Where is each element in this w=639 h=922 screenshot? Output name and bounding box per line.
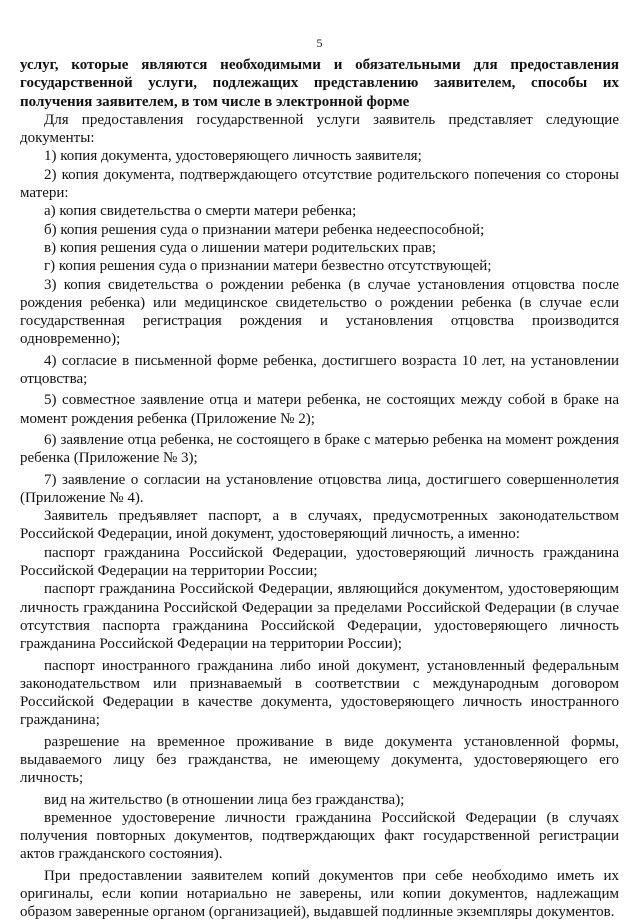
list-item-2: 2) копия документа, подтверждающего отсутствие родительского попечения со стороны матери: [20, 166, 619, 202]
list-item-1: 1) копия документа, удостоверяющего личность заявителя; [44, 148, 422, 165]
section-heading: услуг, которые являются необходимыми и обязательными для предоставления государственной услуги, подлежащих представлению заявителем, способы их получения заявителем, в том числе в электронной форме [20, 57, 619, 110]
list-item-4: 4) согласие в письменной форме ребенка, достигшего возраста 10 лет, на установлении отцовства; [20, 352, 619, 388]
identity-doc-3: паспорт иностранного гражданина либо иной документ, установленный федеральным законодательством или признаваемый в соответствии с международным договором Российской Федерации в качестве документа, удостоверяющего личность иностранного гражданина; [20, 657, 619, 729]
identity-doc-2: паспорт гражданина Российской Федерации, являющийся документом, удостоверяющим личность гражданина Российской Федерации за пределами Российской Федерации (в случае отсутствия паспорта гражданина Российской Федерации, удостоверяющего личность гражданина Российской Федерации на территории России); [20, 581, 619, 653]
paragraph-originals: При предоставлении заявителем копий документов при себе необходимо иметь их оригиналы, если копии нотариально не заверены, или копии документов, надлежащим образом заверенные органом (организацией), выдавшей подлинные экземпляры документов. [20, 867, 619, 921]
list-item-7: 7) заявление о согласии на установление отцовства лица, достигшего совершеннолетия (Приложение № 4). [20, 471, 619, 506]
identity-doc-4: разрешение на временное проживание в виде документа установленной формы, выдаваемого лицу без гражданства, не имеющему документа, удостоверяющего его личность; [20, 733, 619, 787]
list-item-2b: б) копия решения суда о признании матери ребенка недееспособной; [44, 221, 485, 238]
list-item-6: 6) заявление отца ребенка, не состоящего в браке с матерью ребенка на момент рождения ребенка (Приложение № 3); [20, 431, 619, 467]
identity-doc-1: паспорт гражданина Российской Федерации, удостоверяющий личность гражданина Российской Федерации на территории России; [20, 544, 619, 580]
page-number: 5 [316, 36, 323, 50]
list-item-5: 5) совместное заявление отца и матери ребенка, не состоящих между собой в браке на момент рождения ребенка (Приложение № 2); [20, 392, 619, 427]
paragraph-intro: Для предоставления государственной услуги заявитель представляет следующие документы: [20, 111, 619, 147]
list-item-2c: в) копия решения суда о лишении матери родительских прав; [44, 239, 437, 256]
identity-doc-5: вид на жительство (в отношении лица без гражданства); [44, 791, 405, 808]
identity-doc-6: временное удостоверение личности гражданина Российской Федерации (в случаях получения повторных документов, подтверждающих факт государственной регистрации актов гражданского состояния). [20, 809, 619, 863]
list-item-2a: а) копия свидетельства о смерти матери ребенка; [44, 203, 357, 220]
list-item-3: 3) копия свидетельства о рождении ребенка (в случае установления отцовства после рождения ребенка) или медицинское свидетельство о рождении ребенка (в случае если государственная регистрация рождения и установления отцовства производится одновременно); [20, 276, 619, 348]
paragraph-identity-docs: Заявитель предъявляет паспорт, а в случаях, предусмотренных законодательством Российской Федерации, иной документ, удостоверяющий личность, а именно: [20, 508, 619, 543]
list-item-2d: г) копия решения суда о признании матери безвестно отсутствующей; [44, 258, 492, 275]
